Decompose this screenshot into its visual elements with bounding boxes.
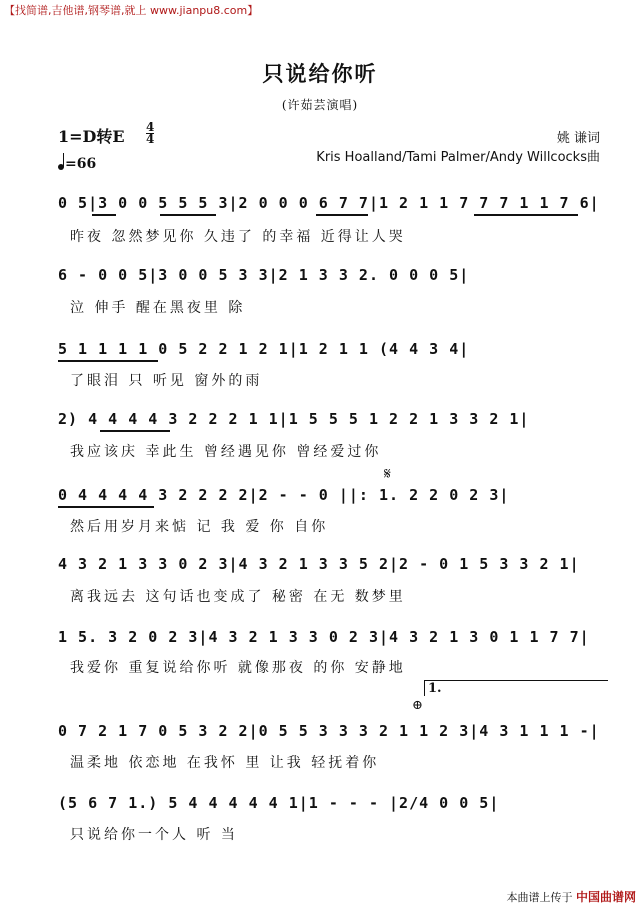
lyrics-row-6: 离我远去 这句话也变成了 秘密 在无 数梦里 bbox=[70, 589, 406, 605]
key-signature: 1=D转E bbox=[58, 127, 125, 146]
lyrics-row-9: 只说给你一个人 听 当 bbox=[70, 827, 238, 843]
tempo-marking bbox=[58, 156, 96, 172]
time-signature-top: 4 bbox=[146, 120, 155, 134]
site-banner[interactable]: 【找简谱,吉他谱,钢琴谱,就上 www.jianpu8.com】 bbox=[4, 4, 259, 17]
lyrics-row-4: 我应该庆 幸此生 曾经遇见你 曾经爱过你 bbox=[70, 444, 382, 460]
rhythm-beam bbox=[58, 360, 158, 362]
time-signature-bottom: 4 bbox=[146, 132, 155, 146]
notation-row-2: 6 - 0 0 5|3 0 0 5 3 3|2 1 3 3 2. 0 0 0 5| bbox=[58, 266, 470, 284]
rhythm-beam bbox=[160, 214, 216, 216]
lyrics-row-8: 温柔地 依恋地 在我怀 里 让我 轻抚着你 bbox=[70, 755, 380, 771]
notation-row-7: 1 5. 3 2 0 2 3|4 3 2 1 3 3 0 2 3|4 3 2 1 3 0 1 1 7 7| bbox=[58, 628, 590, 646]
notation-row-6: 4 3 2 1 3 3 0 2 3|4 3 2 1 3 3 5 2|2 - 0 1 5 3 3 2 1| bbox=[58, 555, 580, 573]
rhythm-beam bbox=[100, 430, 170, 432]
footer-label: 本曲谱上传于 bbox=[506, 891, 573, 904]
song-subtitle: (许茹芸演唱) bbox=[281, 98, 359, 112]
notation-row-5: 0 4 4 4 4 3 2 2 2 2|2 - - 0 ||: 1. 2 2 0 2 3| bbox=[58, 486, 510, 504]
segno-sign-icon: 𝄋 bbox=[384, 464, 391, 483]
song-title: 只说给你听 bbox=[262, 61, 378, 86]
time-signature bbox=[146, 122, 154, 145]
volta-bracket-1: 1. bbox=[424, 680, 608, 696]
notation-row-1: 0 5|3 0 0 5 5 5 3|2 0 0 0 6 7 7|1 2 1 1 7 7 7 1 1 7 6| bbox=[58, 194, 600, 212]
rhythm-beam bbox=[58, 506, 154, 508]
tempo-value: =66 bbox=[65, 156, 97, 172]
notation-row-4: 2) 4 4 4 4 3 2 2 2 1 1|1 5 5 5 1 2 2 1 3 3 2 1| bbox=[58, 410, 530, 428]
rhythm-beam bbox=[316, 214, 368, 216]
lyrics-row-3: 了眼泪 只 听见 窗外的雨 bbox=[70, 373, 263, 389]
notation-row-3: 5 1 1 1 1 0 5 2 2 1 2 1|1 2 1 1 (4 4 3 4| bbox=[58, 340, 470, 358]
lyrics-row-1: 昨夜 忽然梦见你 久违了 的幸福 近得让人哭 bbox=[70, 229, 406, 245]
rhythm-beam bbox=[474, 214, 578, 216]
footer-credit bbox=[506, 888, 636, 905]
rhythm-beam bbox=[92, 214, 116, 216]
lyrics-row-2: 泣 伸手 醒在黑夜里 除 bbox=[70, 300, 246, 316]
composer-credit: Kris Hoalland/Tami Palmer/Andy Willcocks曲 bbox=[316, 150, 600, 165]
notation-row-8: 0 7 2 1 7 0 5 3 2 2|0 5 5 3 3 3 2 1 1 2 3|4 3 1 1 1 -| bbox=[58, 722, 600, 740]
coda-sign-icon: ⊕ bbox=[412, 698, 423, 713]
quarter-note-icon bbox=[58, 164, 64, 170]
lyrics-row-7: 我爱你 重复说给你听 就像那夜 的你 安静地 bbox=[70, 660, 406, 676]
notation-row-9: (5 6 7 1.) 5 4 4 4 4 4 1|1 - - - |2/4 0 0 5| bbox=[58, 794, 500, 812]
lyrics-row-5: 然后用岁月来惦 记 我 爱 你 自你 bbox=[70, 519, 329, 535]
lyricist-credit: 姚 谦词 bbox=[556, 131, 600, 146]
site-logo[interactable]: 中国曲谱网 bbox=[575, 890, 636, 904]
